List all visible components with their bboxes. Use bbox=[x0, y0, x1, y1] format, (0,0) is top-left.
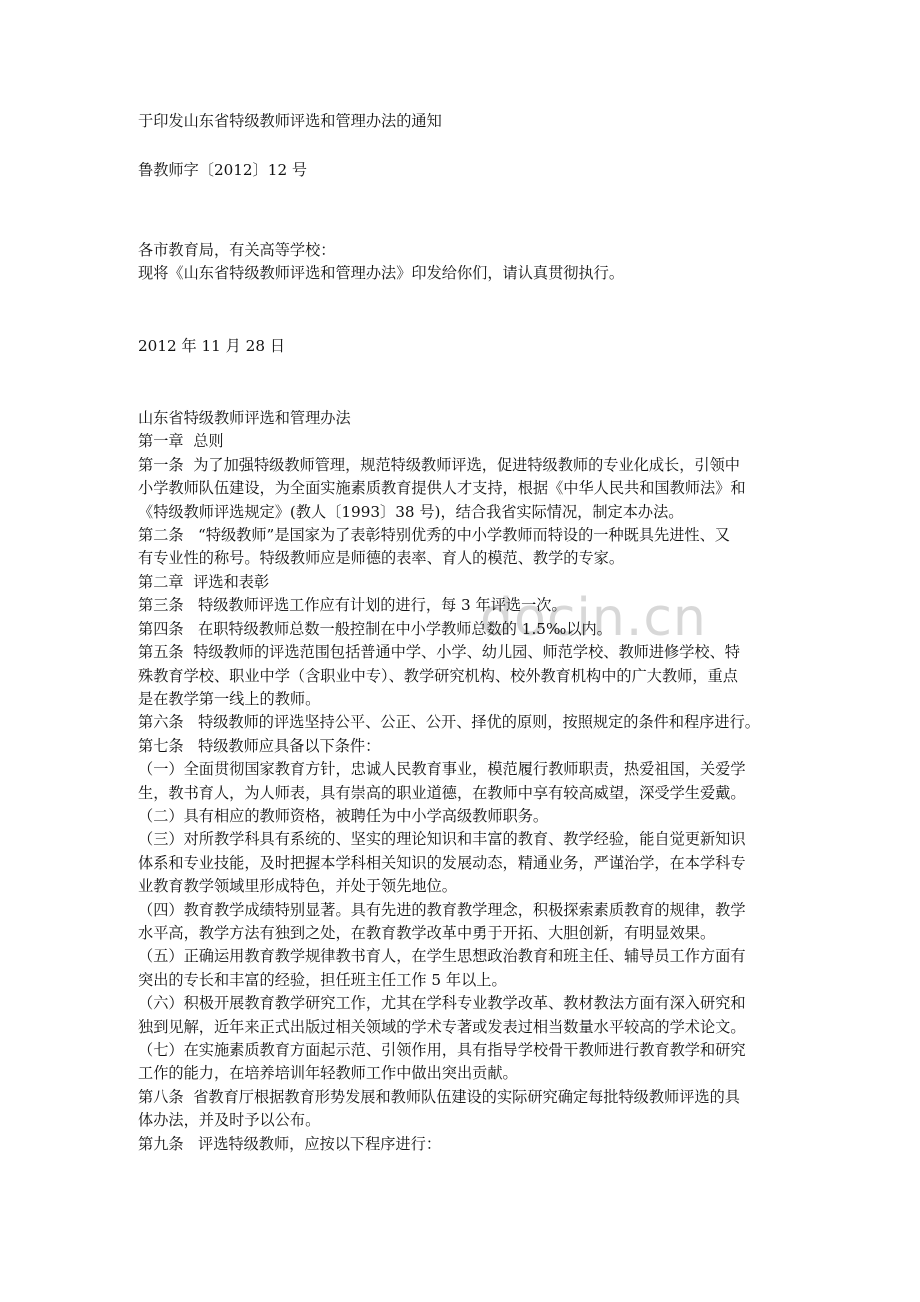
condition-line: 体系和专业技能，及时把握本学科相关知识的发展动态，精通业务，严谨治学，在本学科专 bbox=[138, 853, 746, 872]
article-line: 第四条 在职特级教师总数一般控制在中小学教师总数的 1.5‰以内。 bbox=[138, 619, 612, 638]
measure-title: 山东省特级教师评选和管理办法 bbox=[138, 409, 351, 428]
condition-line: （一）全面贯彻国家教育方针，忠诚人民教育事业，模范履行教师职责，热爱祖国，关爱学 bbox=[138, 760, 746, 779]
article-line: 第八条 省教育厅根据教育形势发展和教师队伍建设的实际研究确定每批特级教师评选的具 bbox=[138, 1087, 740, 1106]
condition-line: （六）积极开展教育教学研究工作，尤其在学科专业教学改革、教材教法方面有深入研究和 bbox=[138, 994, 746, 1013]
article-line: 体办法，并及时予以公布。 bbox=[138, 1111, 321, 1130]
article-line: 第九条 评选特级教师，应按以下程序进行： bbox=[138, 1134, 442, 1153]
condition-line: （五）正确运用教育教学规律教书育人，在学生思想政治教育和班主任、辅导员工作方面有 bbox=[138, 947, 746, 966]
condition-line: （三）对所教学科具有系统的、坚实的理论知识和丰富的教育、教学经验，能自觉更新知识 bbox=[138, 830, 746, 849]
article-line: 第七条 特级教师应具备以下条件： bbox=[138, 736, 381, 755]
condition-line: （四）教育教学成绩特别显著。具有先进的教育教学理念，积极探索素质教育的规律，教学 bbox=[138, 900, 746, 919]
watermark: docin.cn bbox=[480, 588, 707, 648]
condition-line: 业教育教学领域里形成特色，并处于领先地位。 bbox=[138, 877, 457, 896]
condition-line: 突出的专长和丰富的经验，担任班主任工作 5 年以上。 bbox=[138, 970, 507, 989]
article-line: 有专业性的称号。特级教师应是师德的表率、育人的模范、教学的专家。 bbox=[138, 549, 624, 568]
chapter-heading: 第一章 总则 bbox=[138, 432, 224, 451]
condition-line: （七）在实施素质教育方面起示范、引领作用，具有指导学校骨干教师进行教育教学和研究 bbox=[138, 1041, 746, 1059]
intro-paragraph: 现将《山东省特级教师评选和管理办法》印发给你们，请认真贯彻执行。 bbox=[138, 264, 624, 283]
article-line: 第五条 特级教师的评选范围包括普通中学、小学、幼儿园、师范学校、教师进修学校、特 bbox=[138, 643, 740, 662]
recipients: 各市教育局，有关高等学校： bbox=[138, 240, 336, 259]
issue-date: 2012 年 11 月 28 日 bbox=[138, 336, 286, 355]
chapter-heading: 第二章 评选和表彰 bbox=[138, 572, 270, 591]
article-line: 殊教育学校、职业中学（含职业中专）、教学研究机构、校外教育机构中的广大教师，重点 bbox=[138, 666, 738, 685]
article-line: 第三条 特级教师评选工作应有计划的进行，每 3 年评选一次。 bbox=[138, 596, 567, 615]
article-line: 《特级教师评选规定》(教人〔1993〕38 号)，结合我省实际情况，制定本办法。 bbox=[138, 502, 684, 521]
condition-line: 生，教书育人，为人师表，具有崇高的职业道德，在教师中享有较高威望，深受学生爱戴。 bbox=[138, 783, 746, 802]
condition-line: 水平高，教学方法有独到之处，在教育教学改革中勇于开拓、大胆创新，有明显效果。 bbox=[138, 923, 716, 942]
article-line: 小学教师队伍建设，为全面实施素质教育提供人才支持，根据《中华人民共和国教师法》和 bbox=[138, 479, 746, 498]
condition-line: （二）具有相应的教师资格，被聘任为中小学高级教师职务。 bbox=[138, 806, 549, 825]
article-line: 是在教学第一线上的教师。 bbox=[138, 689, 321, 708]
article-line: 第一条 为了加强特级教师管理，规范特级教师评选，促进特级教师的专业化成长，引领中 bbox=[138, 455, 740, 474]
document-body bbox=[138, 110, 798, 1156]
notice-title: 于印发山东省特级教师评选和管理办法的通知 bbox=[138, 112, 442, 130]
article-line: 第六条 特级教师的评选坚持公平、公正、公开、择优的原则，按照规定的条件和程序进行。 bbox=[138, 713, 760, 732]
article-line: 第二条 “特级教师”是国家为了表彰特别优秀的中小学教师而特设的一种既具先进性、又 bbox=[138, 526, 730, 545]
doc-number: 鲁教师字〔2012〕12 号 bbox=[138, 161, 308, 180]
condition-line: 独到见解，近年来正式出版过相关领域的学术专著或发表过相当数量水平较高的学术论文。 bbox=[138, 1017, 746, 1036]
condition-line: 工作的能力，在培养培训年轻教师工作中做出突出贡献。 bbox=[138, 1064, 518, 1083]
